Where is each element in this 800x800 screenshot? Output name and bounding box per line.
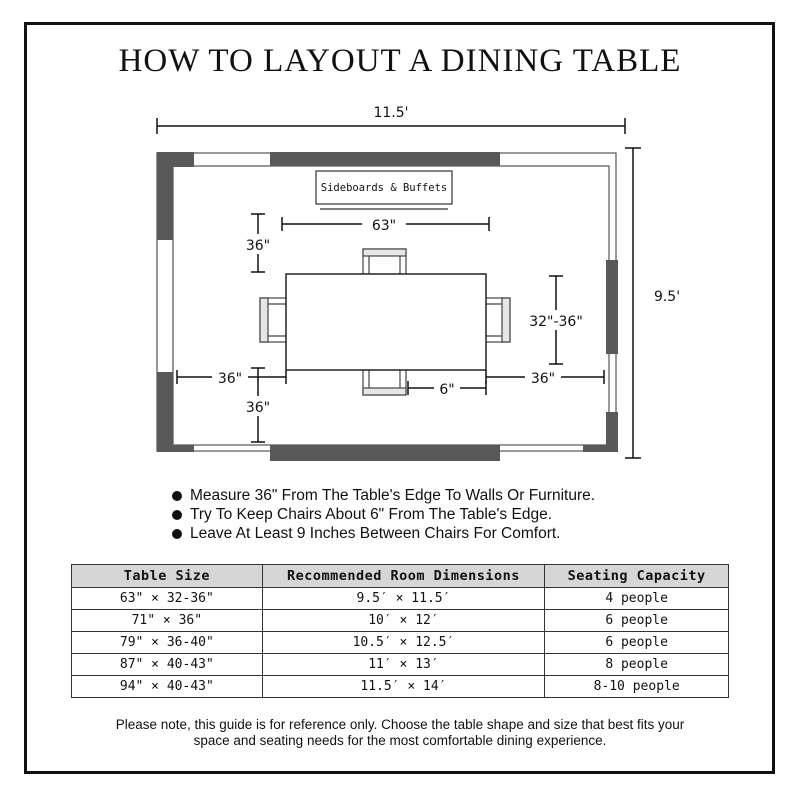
cell-table-size: 79" × 36-40" bbox=[72, 632, 263, 654]
header-table-size: Table Size bbox=[72, 565, 263, 588]
left-clearance-dimension bbox=[177, 367, 286, 387]
tip-text: Measure 36" From The Table's Edge To Walls Or Furniture. bbox=[190, 487, 596, 504]
bottom-clearance-label: 36" bbox=[245, 400, 271, 416]
tips-list bbox=[172, 486, 595, 543]
page-title: HOW TO LAYOUT A DINING TABLE bbox=[118, 43, 682, 79]
chair-bottom bbox=[363, 369, 406, 395]
table-header-row bbox=[72, 565, 729, 588]
cell-seating-capacity: 8 people bbox=[545, 654, 729, 676]
disclaimer-line: Please note, this guide is for reference only. Choose the table shape and size that best fits your bbox=[115, 717, 685, 732]
sideboard bbox=[316, 171, 452, 209]
room-width-dimension bbox=[157, 105, 625, 134]
cell-seating-capacity: 4 people bbox=[545, 588, 729, 610]
cell-room-dimensions: 9.5′ × 11.5′ bbox=[262, 588, 545, 610]
room-length-label: 9.5' bbox=[653, 289, 681, 305]
chair-gap-dimension bbox=[408, 378, 486, 398]
table-row bbox=[72, 676, 729, 698]
chair-left bbox=[260, 298, 288, 342]
table-row bbox=[72, 588, 729, 610]
table-width-label: 32"-36" bbox=[529, 314, 583, 330]
tip-item bbox=[172, 524, 595, 543]
top-clearance-label: 36" bbox=[245, 238, 271, 254]
bullet-icon bbox=[172, 491, 182, 501]
disclaimer-line: space and seating needs for the most comfortable dining experience. bbox=[193, 733, 607, 748]
size-table bbox=[71, 564, 729, 698]
table-length-label: 63" bbox=[371, 218, 397, 234]
cell-table-size: 94" × 40-43" bbox=[72, 676, 263, 698]
dining-table bbox=[286, 274, 486, 370]
table-row bbox=[72, 610, 729, 632]
right-clearance-label: 36" bbox=[530, 371, 556, 387]
left-clearance-label: 36" bbox=[217, 371, 243, 387]
cell-room-dimensions: 11′ × 13′ bbox=[262, 654, 545, 676]
table-length-dimension bbox=[282, 214, 489, 234]
cell-seating-capacity: 6 people bbox=[545, 610, 729, 632]
room-length-dimension bbox=[625, 148, 680, 458]
top-clearance-dimension bbox=[242, 214, 274, 272]
tip-text: Try To Keep Chairs About 6" From The Table's Edge. bbox=[190, 506, 552, 523]
cell-room-dimensions: 10.5′ × 12.5′ bbox=[262, 632, 545, 654]
header-room-dimensions: Recommended Room Dimensions bbox=[262, 565, 545, 588]
table-row bbox=[72, 632, 729, 654]
chair-top bbox=[363, 249, 406, 275]
tip-item bbox=[172, 486, 595, 505]
cell-table-size: 63" × 32-36" bbox=[72, 588, 263, 610]
tip-text: Leave At Least 9 Inches Between Chairs For Comfort. bbox=[190, 525, 561, 542]
header-seating-capacity: Seating Capacity bbox=[545, 565, 729, 588]
bullet-icon bbox=[172, 510, 182, 520]
room-width-label: 11.5' bbox=[373, 105, 409, 121]
sideboard-label: Sideboards & Buffets bbox=[320, 182, 448, 194]
right-clearance-dimension bbox=[486, 367, 604, 387]
table-row bbox=[72, 654, 729, 676]
cell-seating-capacity: 6 people bbox=[545, 632, 729, 654]
cell-room-dimensions: 11.5′ × 14′ bbox=[262, 676, 545, 698]
cell-table-size: 71" × 36" bbox=[72, 610, 263, 632]
cell-room-dimensions: 10′ × 12′ bbox=[262, 610, 545, 632]
chair-gap-label: 6" bbox=[439, 382, 455, 398]
tip-item bbox=[172, 505, 595, 524]
table-width-dimension bbox=[524, 276, 588, 364]
disclaimer bbox=[0, 717, 800, 749]
cell-table-size: 87" × 40-43" bbox=[72, 654, 263, 676]
bullet-icon bbox=[172, 529, 182, 539]
cell-seating-capacity: 8-10 people bbox=[545, 676, 729, 698]
